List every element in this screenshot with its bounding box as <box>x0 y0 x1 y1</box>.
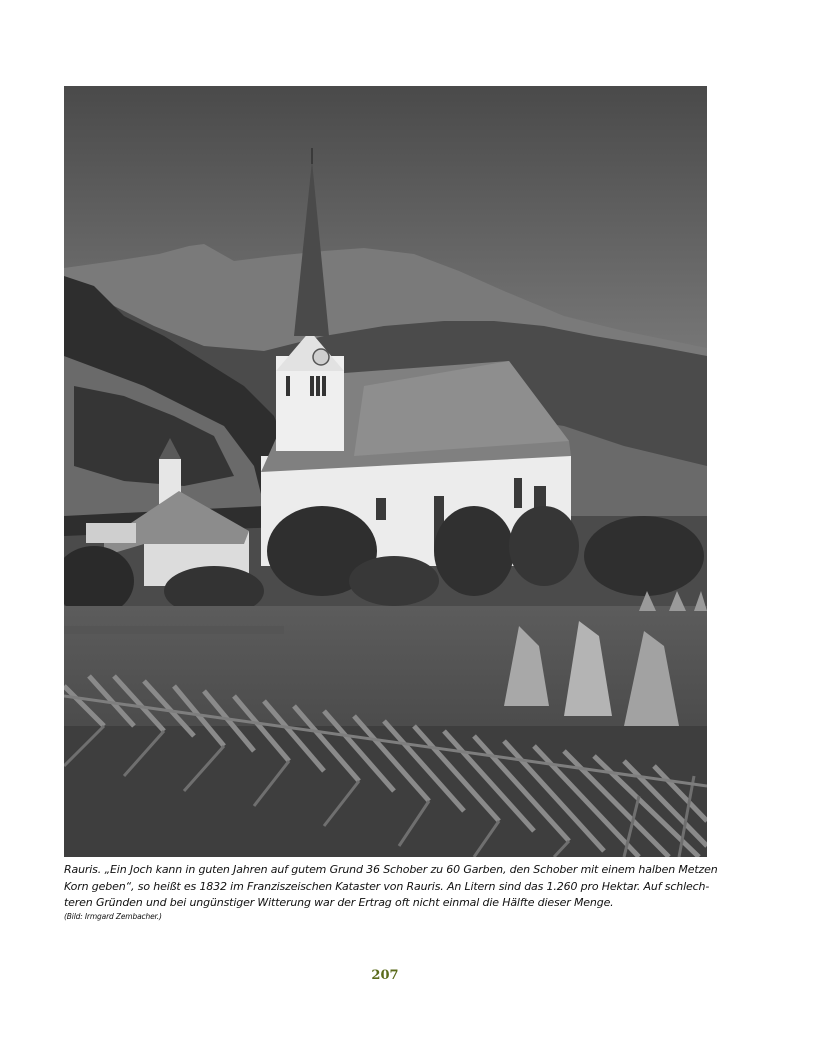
photo-caption <box>64 862 718 922</box>
belfry-window <box>316 376 320 396</box>
tree <box>509 506 579 586</box>
church-window <box>376 498 386 520</box>
belfry-window <box>310 376 314 396</box>
clock-icon <box>313 349 329 365</box>
caption-line: Rauris. „Ein Joch kann in guten Jahren auf gutem Grund 36 Schober zu 60 Garben, den Schober mit einem halben Metzen <box>64 863 718 876</box>
belfry-window <box>286 376 290 396</box>
photo-credit: (Bild: Irmgard Zembacher.) <box>64 911 162 921</box>
foreground-grass <box>64 726 707 857</box>
belfry-window <box>322 376 326 396</box>
church-photo-drawing <box>64 86 707 857</box>
page-number: 207 <box>371 968 399 983</box>
caption-line: Korn geben“, so heißt es 1832 im Franziszeischen Kataster von Rauris. An Litern sind das 1.260 pro Hektar. Auf schlech- <box>64 879 710 893</box>
tree <box>349 556 439 606</box>
farmhouse <box>86 523 136 543</box>
tree <box>434 506 514 596</box>
tree <box>584 516 704 596</box>
caption-line: teren Gründen und bei ungünstiger Witterung war der Ertrag oft nicht einmal die Hälfte dieser Menge. <box>64 896 614 909</box>
church-window <box>514 478 522 508</box>
distant-fence <box>64 626 284 634</box>
church-photo <box>64 86 707 857</box>
